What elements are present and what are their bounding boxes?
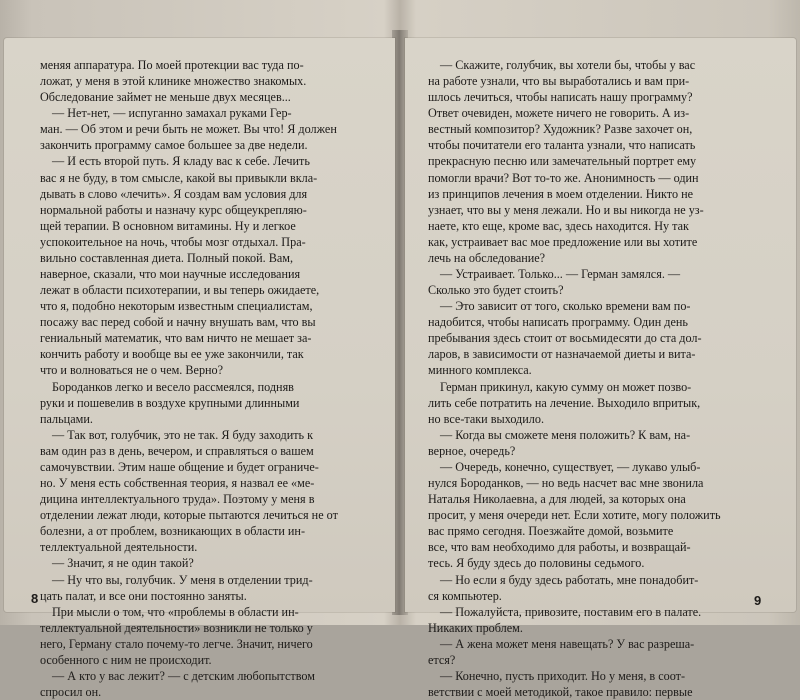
text-line: просит, у меня очереди нет. Если хотите, могу положить xyxy=(428,508,721,523)
text-line: При мысли о том, что «проблемы в области ин- xyxy=(52,604,299,619)
text-line: из принципов лечения в моем отделении. Никто не xyxy=(428,186,694,201)
right-page-text xyxy=(428,57,771,700)
text-line: руки и пошевелив в воздухе крупными длинными xyxy=(40,395,300,410)
text-line: помогли врачи? Вот то-то же. Анонимность — один xyxy=(428,170,699,185)
left-page-number: 8 xyxy=(31,591,39,606)
text-line: меняя аппаратура. По моей протекции вас туда по- xyxy=(40,58,304,72)
text-line: чтобы почитатели его таланта узнали, что написать xyxy=(428,138,696,153)
text-line: Бороданков легко и весело рассмеялся, подняв xyxy=(52,379,294,394)
text-line: Обследование займет не меньше двух месяцев... xyxy=(40,90,291,105)
text-line: что и волноваться не о чем. Верно? xyxy=(40,363,224,378)
text-line: закончить программу самое большее за две недели. xyxy=(40,138,308,153)
text-line: верное, очередь? xyxy=(428,443,516,458)
text-line: — А кто у вас лежит? — с детским любопытством xyxy=(52,668,316,683)
text-line: но все-таки выходило. xyxy=(428,411,545,426)
text-line: — Очередь, конечно, существует, — лукаво улыб- xyxy=(440,459,701,474)
text-line: — Но если я буду здесь работать, мне понадобит- xyxy=(440,572,699,587)
text-line: все, что вам необходимо для работы, и возвращай- xyxy=(428,540,691,555)
text-line: тесь. Я буду здесь до половины седьмого. xyxy=(428,556,645,571)
text-line: Сколько это будет стоить? xyxy=(428,283,564,298)
text-line: ложат, у меня в этой клинике множество знакомых. xyxy=(40,74,307,89)
text-line: — Значит, я не один такой? xyxy=(52,556,194,571)
text-line: — Когда вы сможете меня положить? К вам, на- xyxy=(440,427,691,442)
text-line: лить себе потратить на лечение. Выходило впритык, xyxy=(428,395,701,410)
text-line: вестный композитор? Художник? Разве захочет он, xyxy=(428,122,693,137)
right-page-number: 9 xyxy=(754,593,762,608)
text-line: Никаких проблем. xyxy=(428,620,523,635)
text-line: — Пожалуйста, привозите, поставим его в палате. xyxy=(440,604,702,619)
text-line: него, Герману стало почему-то легче. Значит, ничего xyxy=(40,636,313,651)
text-line: вас прямо сегодня. Поезжайте домой, возьмите xyxy=(428,524,674,539)
text-line: наете, кто еще, кроме вас, здесь находится. Ну так xyxy=(428,218,689,233)
text-line: надобится, чтобы написать программу. Один день xyxy=(428,315,688,330)
text-line: нулся Бороданков, — но ведь насчет вас мне звонила xyxy=(428,476,704,491)
text-line: дывать в слово «лечить». Я создам вам условия для xyxy=(40,186,308,201)
text-line: — Это зависит от того, сколько времени вам по- xyxy=(440,299,691,314)
text-line: теллектуальной деятельности. xyxy=(40,540,198,555)
text-line: щей терапии. В основном витамины. Ну и легкое xyxy=(40,218,296,233)
text-line: узнает, что вы у меня лежали. Но и вы никогда не уз- xyxy=(428,202,704,217)
text-line: особенного с ним не происходит. xyxy=(40,652,212,667)
left-page xyxy=(4,38,395,700)
text-line: ветствии с моей методикой, такое правило: первые xyxy=(428,685,693,700)
text-line: самочувствии. Этим наше общение и будет ограниче- xyxy=(40,459,319,474)
text-line: нормальной работы и назначу курс общеукрепляю- xyxy=(40,202,307,217)
text-line: что я, подобно некоторым известным специалистам, xyxy=(40,299,313,314)
text-line: пребывания здесь стоит от восьмидесяти до ста дол- xyxy=(428,331,702,346)
text-line: наверное, сказали, что мои научные исследования xyxy=(40,267,301,282)
text-line: как, устраивает вас мое предложение или вы хотите xyxy=(428,234,698,249)
text-line: болезни, а от проблем, возникающих в области ин- xyxy=(40,524,306,539)
text-line: минного комплекса. xyxy=(428,363,532,378)
text-line: вильно составленная диета. Полный покой. Вам, xyxy=(40,250,294,265)
text-line: ется? xyxy=(428,652,456,667)
text-line: — Скажите, голубчик, вы хотели бы, чтобы у вас xyxy=(440,58,696,72)
text-line: Ответ очевиден, можете ничего не говорить. А из- xyxy=(428,106,690,121)
text-line: посажу вас перед собой и начну внушать вам, что вы xyxy=(40,315,316,330)
text-line: отделении лежат люди, которые пытаются лечиться не от xyxy=(40,508,338,523)
text-line: вас я не буду, в том смысле, какой вы привыкли вкла- xyxy=(40,170,318,185)
text-line: ман. — Об этом и речи быть не может. Вы что! Я должен xyxy=(40,122,337,137)
text-line: лечь на обследование? xyxy=(428,250,546,265)
text-line: — А жена может меня навещать? У вас разреша- xyxy=(440,636,695,651)
text-line: — Ну что вы, голубчик. У меня в отделении трид- xyxy=(52,572,313,587)
text-line: ся компьютер. xyxy=(428,588,502,603)
text-line: но. У меня есть собственная теория, я назвал ее «ме- xyxy=(40,476,315,491)
text-line: на работе узнали, что вы выработались и вам при- xyxy=(428,74,690,89)
text-line: Герман прикинул, какую сумму он может позво- xyxy=(440,379,692,394)
text-line: гениальный математик, что вам ничто не мешает за- xyxy=(40,331,312,346)
text-line: шлось лечиться, чтобы написать нашу программу? xyxy=(428,90,693,105)
text-line: вам один раз в день, вечером, и справляться о вашем xyxy=(40,443,314,458)
text-line: — Так вот, голубчик, это не так. Я буду заходить к xyxy=(52,427,314,442)
text-line: цать палат, и все они постоянно заняты. xyxy=(40,588,247,603)
text-line: лежат в области психотерапии, и вы теперь ожидаете, xyxy=(40,283,320,298)
text-line: — Устраивает. Только... — Герман замялся. — xyxy=(440,267,681,282)
text-line: прекрасную песню или замечательный портрет ему xyxy=(428,154,697,169)
text-line: теллектуальной деятельности» возникли не только у xyxy=(40,620,313,635)
text-line: — Конечно, пусть приходит. Но у меня, в соот- xyxy=(440,668,686,683)
left-page-text xyxy=(40,57,370,700)
text-line: кончить работу и вообще вы ее уже закончили, так xyxy=(40,347,304,362)
text-line: Наталья Николаевна, а для людей, за которых она xyxy=(428,492,686,507)
text-line: — И есть второй путь. Я кладу вас к себе. Лечить xyxy=(52,154,310,169)
text-line: спросил он. xyxy=(40,685,102,700)
text-line: — Нет-нет, — испуганно замахал руками Гер- xyxy=(52,106,292,121)
text-line: ларов, в зависимости от назначаемой диеты и вита- xyxy=(428,347,696,362)
text-line: успокоительное на ночь, чтобы мозг отдыхал. Пра- xyxy=(40,234,306,249)
text-line: пальцами. xyxy=(40,411,93,426)
text-line: дицина интеллектуального труда». Поэтому у меня в xyxy=(40,492,315,507)
right-page xyxy=(405,38,796,700)
